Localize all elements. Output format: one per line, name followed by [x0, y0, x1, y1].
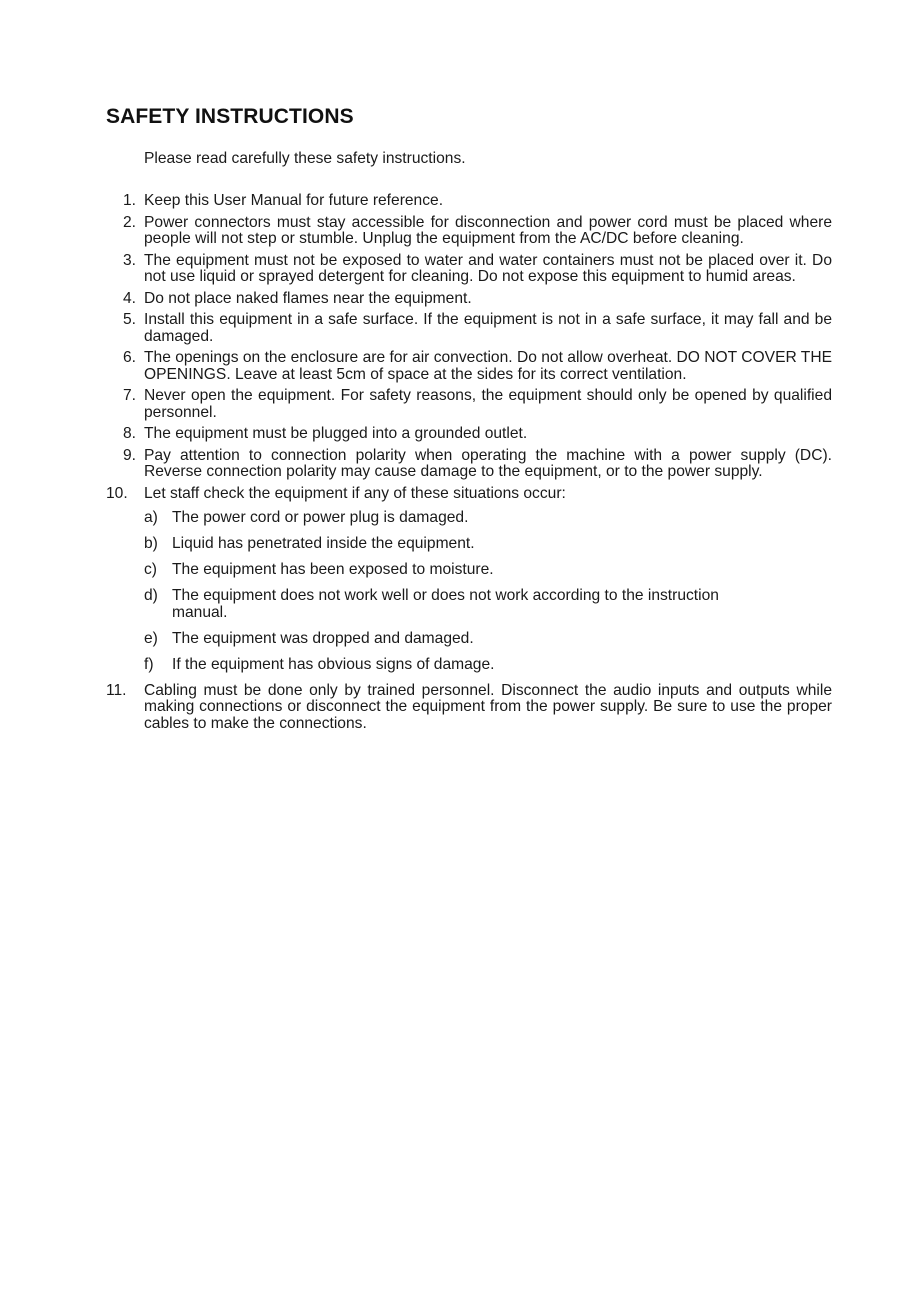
subitem-label: f): [144, 655, 154, 673]
list-item: [106, 291, 832, 308]
subitem-label: e): [144, 629, 158, 647]
item-number: 3.: [122, 251, 136, 269]
item-text: Pay attention to connection polarity when operating the machine with a power supply (DC). Reverse connection polarity may cause damage to the equipment, or to the power supply.: [144, 446, 832, 480]
list-item: [106, 683, 832, 733]
item-number: 11.: [106, 681, 127, 699]
list-item: [106, 215, 832, 248]
sublist-item: [144, 510, 832, 527]
list-item: [106, 448, 832, 481]
subitem-text: Liquid has penetrated inside the equipment.: [172, 535, 475, 552]
item-text: The openings on the enclosure are for air convection. Do not allow overheat. DO NOT COVER THE OPENINGS. Leave at least 5cm of space at the sides for its correct ventilation.: [144, 349, 832, 383]
item-text: Install this equipment in a safe surface. If the equipment is not in a safe surface, it may fall and be damaged.: [144, 311, 832, 345]
list-item: [106, 193, 832, 210]
subitem-text: The equipment was dropped and damaged.: [172, 629, 474, 647]
item-text: The equipment must be plugged into a grounded outlet.: [144, 425, 528, 442]
item-text: Power connectors must stay accessible for disconnection and power cord must be placed where people will not step or stumble. Unplug the equipment from the AC/DC before cleaning.: [144, 213, 832, 247]
subitem-label: c): [144, 561, 157, 578]
item-number: 1.: [122, 192, 136, 209]
subitem-label: a): [144, 509, 158, 526]
sublist-item: [144, 588, 832, 621]
list-item: [106, 388, 832, 421]
subitem-text: If the equipment has obvious signs of damage.: [172, 655, 495, 673]
item-text: The equipment must not be exposed to water and water containers must not be placed over it. Do not use liquid or sprayed detergent for cleaning. Do not expose this equipment to humid areas.: [144, 251, 832, 285]
item-number: 5.: [122, 311, 136, 328]
subitem-text: The equipment does not work well or does not work according to the instruction manual.: [172, 587, 719, 621]
sublist-item: [144, 562, 832, 579]
item-text: Keep this User Manual for future reference.: [144, 192, 444, 209]
list-item: [106, 486, 832, 674]
list-item: [106, 426, 832, 443]
subitem-text: The power cord or power plug is damaged.: [172, 509, 469, 526]
safety-instructions-list: [106, 193, 832, 737]
item-text: Do not place naked flames near the equipment.: [144, 289, 472, 307]
situations-sublist: [144, 510, 832, 673]
item-number: 4.: [122, 289, 136, 307]
list-item: [106, 312, 832, 345]
subitem-label: b): [144, 535, 158, 552]
subitem-label: d): [144, 587, 158, 604]
sublist-item: [144, 536, 832, 553]
subitem-text: The equipment has been exposed to moisture.: [172, 561, 494, 578]
item-number: 7.: [122, 387, 136, 404]
sublist-item: [144, 657, 832, 674]
list-item: [106, 350, 832, 383]
item-text: Let staff check the equipment if any of these situations occur:: [144, 484, 566, 502]
item-text: Never open the equipment. For safety reasons, the equipment should only be opened by qualified personnel.: [144, 387, 832, 421]
page-title: SAFETY INSTRUCTIONS: [106, 105, 354, 128]
item-text: Cabling must be done only by trained personnel. Disconnect the audio inputs and outputs while making connections or disconnect the equipment from the power supply. Be sure to use the proper cables to make the connections.: [144, 681, 832, 732]
intro-text: Please read carefully these safety instructions.: [144, 150, 466, 167]
item-number: 9.: [122, 446, 136, 464]
item-number: 8.: [122, 425, 136, 442]
item-number: 6.: [122, 349, 136, 366]
item-number: 10.: [106, 484, 128, 502]
list-item: [106, 253, 832, 286]
item-number: 2.: [122, 213, 136, 231]
sublist-item: [144, 631, 832, 648]
